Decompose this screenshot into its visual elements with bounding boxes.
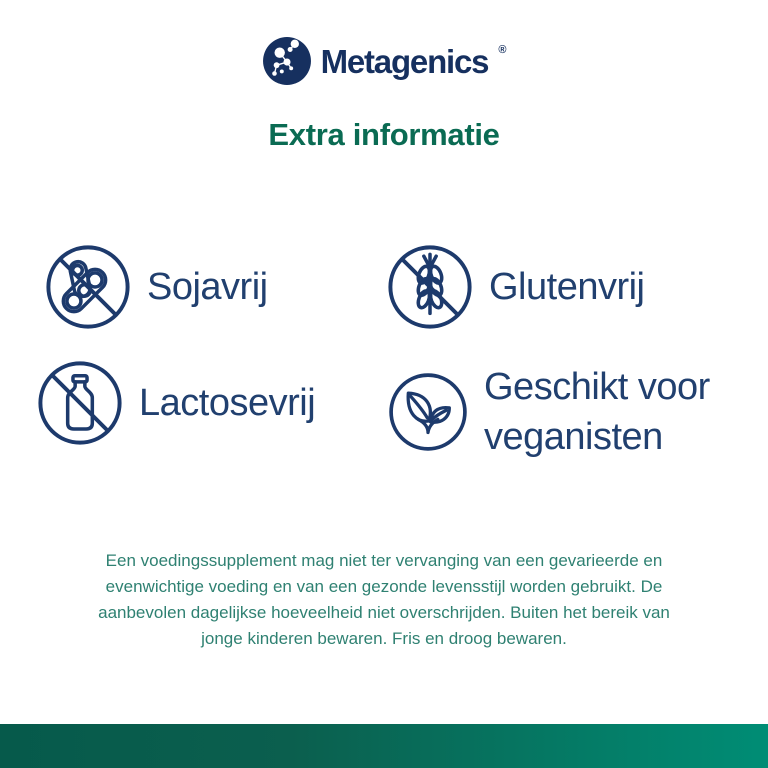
vegan-leaves-icon (387, 371, 469, 453)
no-gluten-icon (386, 243, 474, 331)
no-lactose-icon (36, 359, 124, 447)
feature-soy-free (44, 243, 268, 331)
no-soy-icon (44, 243, 132, 331)
disclaimer-line: Een voedingssupplement mag niet ter vervanging van een gevarieerde en (105, 551, 663, 570)
disclaimer-line: evenwichtige voeding en van een gezonde levensstijl worden gebruikt. De (105, 577, 663, 596)
feature-gluten-free (386, 243, 645, 331)
registered-trademark-symbol: ® (498, 44, 507, 56)
disclaimer-text (0, 548, 768, 652)
metagenics-logo-icon (262, 36, 312, 86)
brand-name: Metagenics (320, 42, 489, 80)
footer-gradient-band (0, 724, 768, 768)
feature-label-lactose-free: Lactosevrij (139, 381, 316, 424)
page-title: Extra informatie (268, 117, 500, 152)
disclaimer-line: aanbevolen dagelijkse hoeveelheid niet overschrijden. Buiten het bereik van (98, 603, 670, 622)
feature-label-soy-free: Sojavrij (147, 265, 268, 308)
feature-label-gluten-free: Glutenvrij (489, 265, 645, 308)
disclaimer-line: jonge kinderen bewaren. Fris en droog bewaren. (201, 629, 567, 648)
brand-logo (0, 0, 768, 86)
feature-vegan (387, 362, 756, 462)
feature-label-vegan: Geschikt voor veganisten (484, 366, 710, 459)
feature-lactose-free (36, 359, 315, 447)
